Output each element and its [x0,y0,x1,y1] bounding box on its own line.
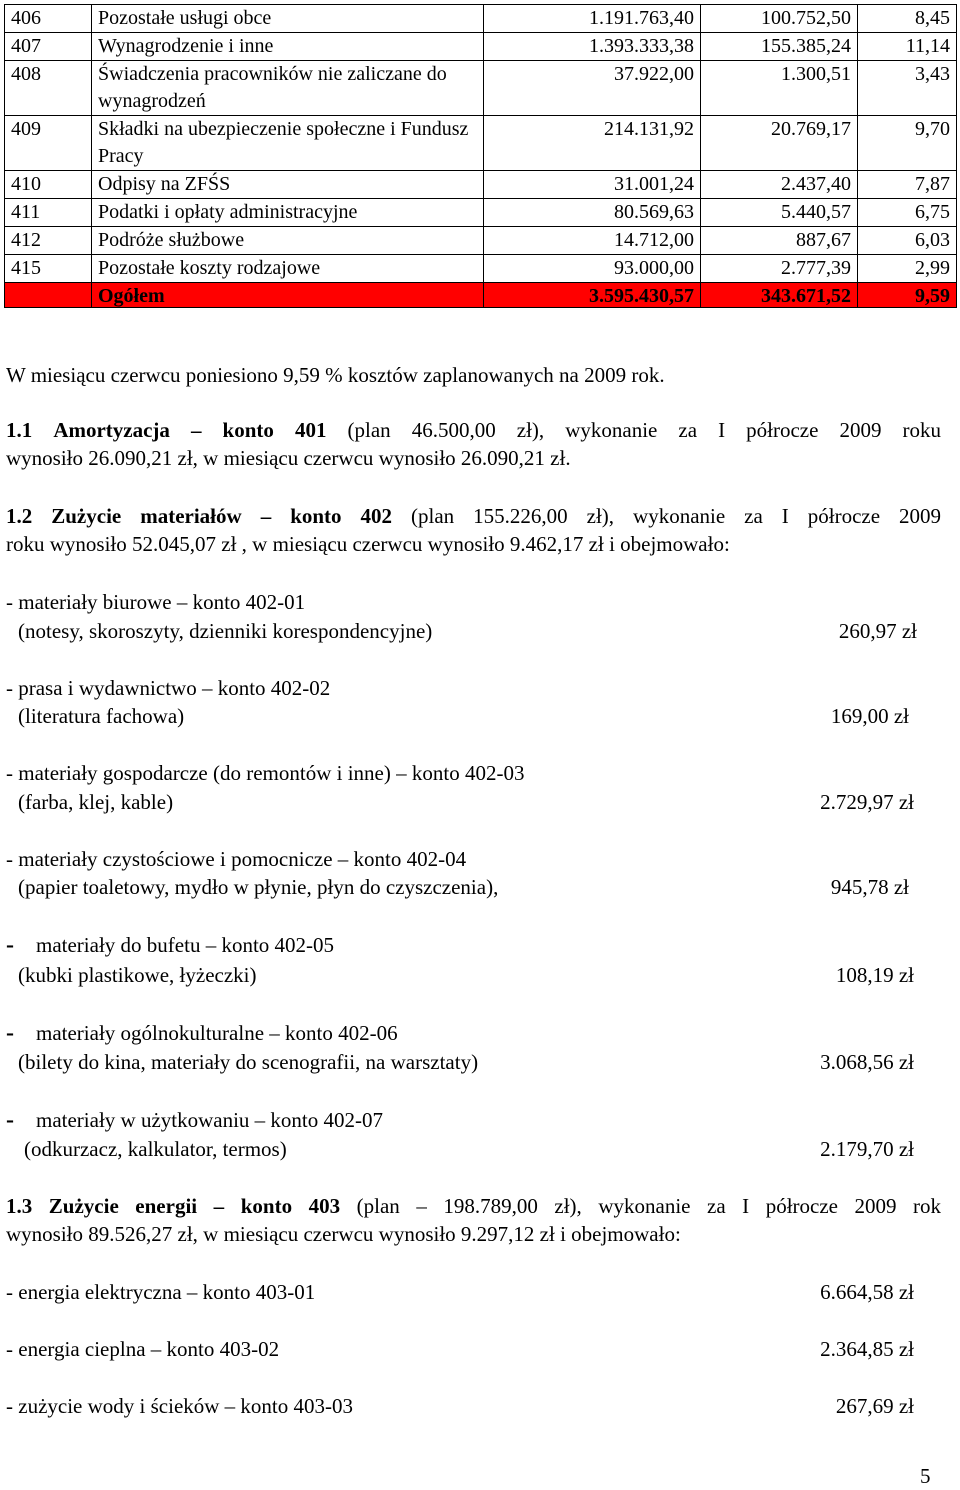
section-number: 1.1 [6,418,33,442]
row-exec: 887,67 [701,227,858,255]
table-row [5,199,957,227]
item-dash: - [6,1020,14,1046]
item-title: - energia elektryczna – konto 403-01 [6,1280,316,1304]
item-title: materiały w użytkowaniu – konto 402-07 [36,1108,384,1132]
item-amount: 169,00 zł [830,704,909,728]
row-plan: 1.393.333,38 [484,33,701,61]
row-pct: 2,99 [858,255,957,283]
item-amount: 6.664,58 zł [820,1280,914,1304]
total-exec: 343.671,52 [701,283,858,308]
row-plan: 37.922,00 [484,61,701,116]
section-konto: konto 402 [290,504,393,528]
row-code: 411 [5,199,92,227]
row-pct: 7,87 [858,171,957,199]
row-code: 407 [5,33,92,61]
item-dash: - [6,1107,14,1133]
row-pct: 3,43 [858,61,957,116]
row-name: Odpisy na ZFŚS [92,171,484,199]
section-heading-line: 1.3 Zużycie energii – konto 403 (plan – 198.789,00 zł), wykonanie za I półrocze 2009 rok [6,1194,942,1218]
item-detail: (literatura fachowa) [18,704,185,728]
section-konto: konto 403 [240,1194,341,1218]
item-title: materiały ogólnokulturalne – konto 402-06 [36,1021,398,1045]
section-heading-line: 1.2 Zużycie materiałów – konto 402 (plan 155.226,00 zł), wykonanie za I półrocze 2009 [6,504,942,528]
row-exec: 100.752,50 [701,5,858,33]
item-amount: 2.364,85 zł [820,1337,914,1361]
row-exec: 20.769,17 [701,116,858,171]
row-plan: 31.001,24 [484,171,701,199]
row-name: Pozostałe usługi obce [92,5,484,33]
row-code: 412 [5,227,92,255]
row-plan: 1.191.763,40 [484,5,701,33]
row-name: Pozostałe koszty rodzajowe [92,255,484,283]
item-amount: 945,78 zł [830,875,909,899]
item-title: - energia cieplna – konto 403-02 [6,1337,280,1361]
row-exec: 2.437,40 [701,171,858,199]
table-total-row [5,283,957,308]
section-materialy [6,502,941,558]
item-title: - zużycie wody i ścieków – konto 403-03 [6,1394,354,1418]
row-name: Wynagrodzenie i inne [92,33,484,61]
row-code: 410 [5,171,92,199]
row-plan: 80.569,63 [484,199,701,227]
section-amortyzacja [6,416,941,472]
row-pct: 8,45 [858,5,957,33]
table-row [5,61,957,116]
item-detail: (bilety do kina, materiały do scenografii, na warsztaty) [18,1050,479,1074]
item-title: - prasa i wydawnictwo – konto 402-02 [6,676,331,700]
item-detail: (papier toaletowy, mydło w płynie, płyn do czyszczenia), [18,875,499,899]
item-amount: 2.729,97 zł [820,790,914,814]
total-label: Ogółem [92,283,484,308]
section-line2-text: wynosiło 89.526,27 zł, w miesiącu czerwcu wynosiło 9.297,12 zł i obejmowało: [6,1222,681,1246]
item-title-row [6,931,334,959]
total-pct: 9,59 [858,283,957,308]
item-detail: (kubki plastikowe, łyżeczki) [18,963,257,987]
row-exec: 5.440,57 [701,199,858,227]
item-detail: (farba, klej, kable) [18,790,174,814]
item-amount: 2.179,70 zł [820,1137,914,1161]
row-code: 408 [5,61,92,116]
section-number: 1.3 [6,1194,33,1218]
row-plan: 214.131,92 [484,116,701,171]
row-pct: 6,03 [858,227,957,255]
section-title: Amortyzacja [53,418,170,442]
row-code: 415 [5,255,92,283]
page-number: 5 [920,1464,931,1488]
item-detail: (notesy, skoroszyty, dzienniki korespondencyjne) [18,619,433,643]
table-row [5,255,957,283]
row-exec: 1.300,51 [701,61,858,116]
row-exec: 2.777,39 [701,255,858,283]
total-code-cell [5,283,92,308]
row-plan: 14.712,00 [484,227,701,255]
row-name: Świadczenia pracowników nie zaliczane do wynagrodzeń [92,61,484,116]
row-code: 406 [5,5,92,33]
section-line2-text: wynosiło 26.090,21 zł, w miesiącu czerwcu wynosiło 26.090,21 zł. [6,446,571,470]
summary-text: W miesiącu czerwcu poniesiono 9,59 % kosztów zaplanowanych na 2009 rok. [6,363,665,387]
row-name: Podatki i opłaty administracyjne [92,199,484,227]
table-row [5,33,957,61]
row-pct: 11,14 [858,33,957,61]
item-amount: 3.068,56 zł [820,1050,914,1074]
item-amount: 267,69 zł [835,1394,914,1418]
item-title: materiały do bufetu – konto 402-05 [36,933,335,957]
section-line2-text: roku wynosiło 52.045,07 zł , w miesiącu czerwcu wynosiło 9.462,17 zł i obejmowało: [6,532,730,556]
table-row [5,5,957,33]
item-title-row [6,1106,383,1134]
item-dash: - [6,932,14,958]
section-line1-text: (plan – 198.789,00 zł), wykonanie za I półrocze 2009 rok [356,1194,942,1218]
total-plan: 3.595.430,57 [484,283,701,308]
section-energia [6,1192,941,1248]
row-exec: 155.385,24 [701,33,858,61]
section-title: Zużycie energii [48,1194,198,1218]
item-title: - materiały biurowe – konto 402-01 [6,590,306,614]
row-pct: 6,75 [858,199,957,227]
row-name: Podróże służbowe [92,227,484,255]
table-row [5,116,957,171]
section-line1-text: (plan 46.500,00 zł), wykonanie za I półrocze 2009 roku [347,418,942,442]
row-name: Składki na ubezpieczenie społeczne i Fundusz Pracy [92,116,484,171]
section-number: 1.2 [6,504,33,528]
row-code: 409 [5,116,92,171]
item-detail: (odkurzacz, kalkulator, termos) [24,1137,287,1161]
section-line1-text: (plan 155.226,00 zł), wykonanie za I półrocze 2009 [411,504,942,528]
item-amount: 108,19 zł [835,963,914,987]
row-pct: 9,70 [858,116,957,171]
table-row [5,227,957,255]
costs-table [4,4,957,308]
row-plan: 93.000,00 [484,255,701,283]
item-title: - materiały czystościowe i pomocnicze – konto 402-04 [6,847,467,871]
section-title: Zużycie materiałów [51,504,242,528]
item-amount: 260,97 zł [838,619,917,643]
table-row [5,171,957,199]
item-title-row [6,1019,398,1047]
section-konto: konto 401 [222,418,327,442]
section-heading-line: 1.1 Amortyzacja – konto 401 (plan 46.500,00 zł), wykonanie za I półrocze 2009 roku [6,418,942,442]
item-title: - materiały gospodarcze (do remontów i inne) – konto 402-03 [6,761,525,785]
